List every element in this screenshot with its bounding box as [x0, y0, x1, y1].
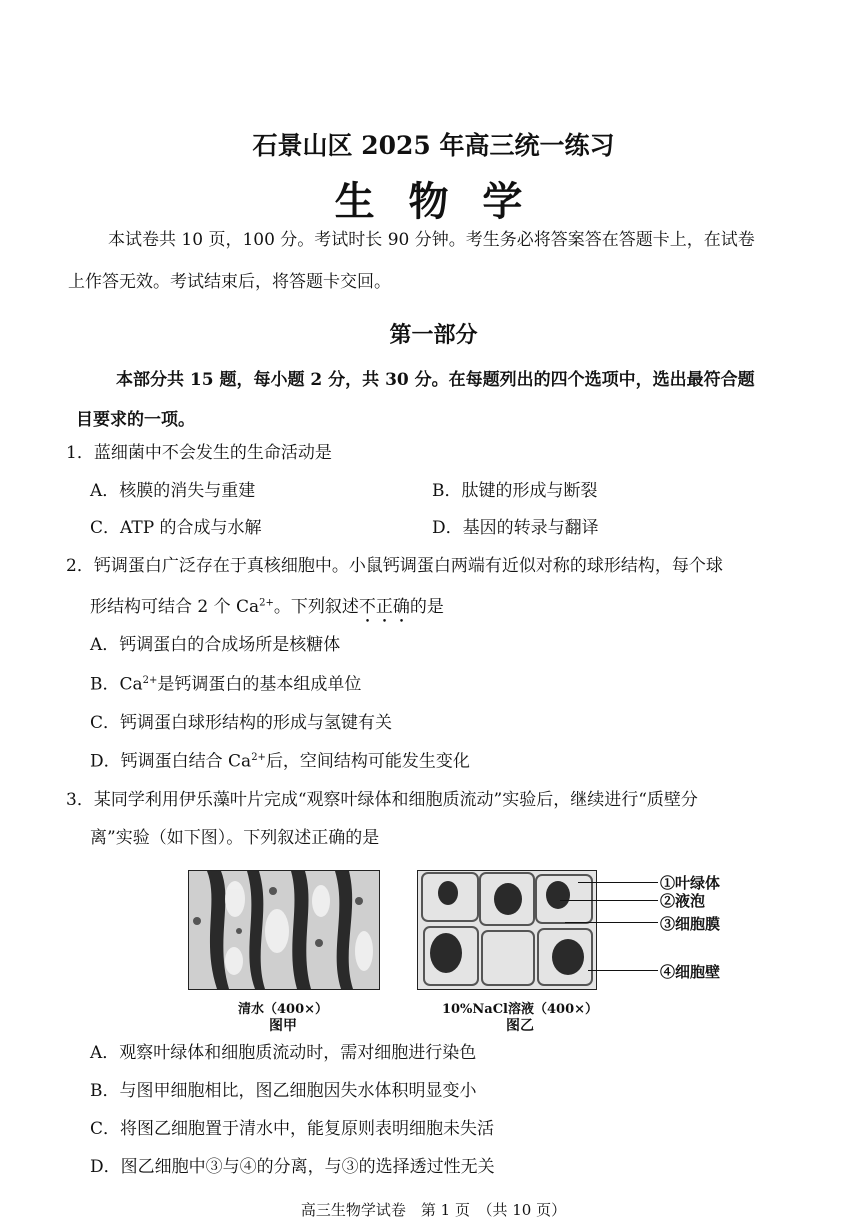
leader-line-1 — [578, 882, 658, 883]
figure-b-label-1: ①叶绿体 — [660, 874, 721, 892]
q1-option-a: A．核膜的消失与重建 — [90, 481, 256, 501]
figure-b-name: 图乙 — [506, 1018, 534, 1034]
figure-b-label-2: ②液泡 — [660, 892, 706, 910]
figure-b-caption: 10%NaCl溶液（400×） — [441, 1002, 599, 1017]
q2-option-c: C．钙调蛋白球形结构的形成与氢键有关 — [90, 713, 393, 733]
exam-title: 石景山区 2025 年高三统一练习 — [252, 131, 615, 160]
figure-b-micrograph — [417, 870, 597, 990]
q1-option-c: C．ATP 的合成与水解 — [90, 518, 262, 538]
figure-a-name: 图甲 — [269, 1018, 297, 1034]
part1-title: 第一部分 — [389, 322, 478, 348]
page-footer: 高三生物学试卷 第 1 页 （共 10 页） — [300, 1201, 567, 1219]
q2-option-b — [90, 676, 361, 694]
figure-a-micrograph — [188, 870, 380, 990]
q2-option-b-post: 是钙调蛋白的基本组成单位 — [157, 674, 362, 695]
q1-option-d: D．基因的转录与翻译 — [432, 518, 599, 538]
subject-title: 生 物 学 — [334, 178, 533, 225]
q2-stem-mid: 。下列叙述 — [273, 597, 359, 617]
q2-option-d-pre: D．钙调蛋白结合 Ca — [90, 751, 252, 772]
q3-stem-line-2: 离”实验（如下图）。下列叙述正确的是 — [90, 828, 380, 848]
figure-b-label-4: ④细胞壁 — [660, 963, 721, 981]
q2-option-d — [90, 753, 470, 771]
q2-stem-text: 形结构可结合 2 个 Ca — [90, 597, 260, 617]
q3-option-a: A．观察叶绿体和细胞质流动时，需对细胞进行染色 — [90, 1043, 477, 1063]
q2-stem-post: 的是 — [409, 597, 444, 617]
figure-a-caption: 清水（400×） — [237, 1002, 329, 1017]
part1-intro-line-1: 本部分共 15 题，每小题 2 分，共 30 分。在每题列出的四个选项中，选出最符合题 — [116, 370, 755, 390]
q3-option-b: B．与图甲细胞相比，图乙细胞因失水体积明显变小 — [90, 1081, 477, 1101]
q3-option-d: D．图乙细胞中③与④的分离，与③的选择透过性无关 — [90, 1157, 495, 1177]
q2-option-d-sup: 2+ — [251, 752, 266, 763]
q2-stem-line-1: 2．钙调蛋白广泛存在于真核细胞中。小鼠钙调蛋白两端有近似对称的球形结构，每个球 — [66, 556, 723, 576]
q2-option-d-post: 后，空间结构可能发生变化 — [265, 751, 470, 772]
q2-superscript: 2+ — [259, 597, 274, 609]
instructions-line-1: 本试卷共 10 页，100 分。考试时长 90 分钟。考生务必将答案答在答题卡上，在试卷 — [108, 230, 755, 250]
q3-option-c: C．将图乙细胞置于清水中，能复原则表明细胞未失活 — [90, 1119, 495, 1139]
q2-emphasis: 不正确 — [358, 597, 410, 617]
q1-stem: 1．蓝细菌中不会发生的生命活动是 — [66, 443, 332, 463]
q3-stem-line-1: 3．某同学利用伊乐藻叶片完成“观察叶绿体和细胞质流动”实验后，继续进行“质壁分 — [66, 790, 698, 810]
q1-option-b: B．肽键的形成与断裂 — [432, 481, 598, 501]
leader-line-4 — [588, 970, 658, 971]
q2-option-b-pre: B．Ca — [90, 674, 143, 695]
instructions-line-2: 上作答无效。考试结束后，将答题卡交回。 — [68, 272, 391, 292]
q2-option-a: A．钙调蛋白的合成场所是核糖体 — [90, 635, 341, 655]
leader-line-2 — [560, 900, 658, 901]
leader-line-3 — [565, 922, 658, 923]
figure-b-label-3: ③细胞膜 — [660, 915, 721, 933]
part1-intro-line-2: 目要求的一项。 — [76, 410, 195, 430]
q2-stem-line-2 — [90, 597, 444, 627]
q2-option-b-sup: 2+ — [142, 675, 158, 686]
